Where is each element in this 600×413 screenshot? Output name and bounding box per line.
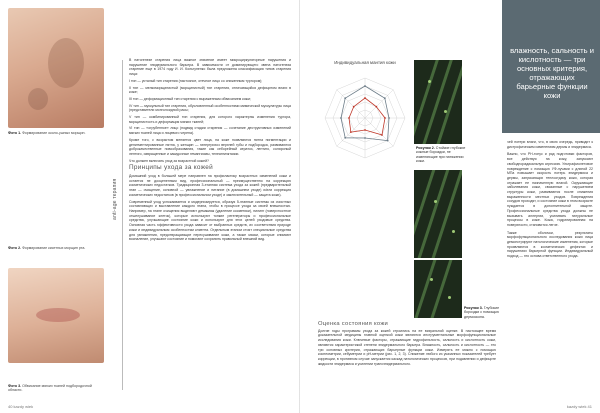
radar-series-2-point-2	[375, 106, 377, 108]
radar-series-1-point-3	[388, 117, 390, 119]
type-1: I тип — усталый тип старения (пастозное, отечное лицо со сниженным тургором);	[129, 78, 263, 83]
radar-series-2-point-4	[381, 134, 383, 136]
photo-mouth-wrinkles	[8, 268, 104, 363]
radar-series-1-point-1	[364, 85, 366, 87]
radar-series-1-point-6	[344, 137, 346, 139]
question-line: Что должен включать уход за возрастной кожей?	[129, 158, 209, 163]
radar-series-2-point-5	[364, 129, 366, 131]
skin-micrograph-3	[414, 260, 462, 318]
caption-photo-1: Фото 1. Формирование около-ушных морщин.	[8, 131, 86, 135]
folio-left: 40 kazdy wiek	[8, 404, 34, 409]
radar-svg	[318, 66, 412, 166]
pull-quote: влажность, сальность и кислотность — три основных критерия, отражающих барьерные функции кожи	[510, 46, 594, 100]
care-paragraph-1: Домашний уход в большей мере направлен на профилактику возрастных изменений кожи и остается не дооцененным вид, профессиональный — преимущественно на коррекцию косметических недостатков. Традиционная 3-этапная система ухода за кожей (предварительный этап — очищение, основной — увлажнение и питание (в домашнем уходе) и/или коррекция косметических недостатков (в профессиональном уходе) и заключительный — защита кожи).	[129, 174, 291, 197]
type-6: VI тип — «огрубенное» лицо (подвид стадии старения — сочетание деструктивных изменений мягких тканей лица и лицевого черепа).	[129, 126, 291, 136]
section-tab: anti-age терапия	[112, 178, 118, 220]
skin-micrograph-2	[414, 170, 462, 258]
type-5: V тип — комбинированный тип старения, для которого характерны изменения тургора, морщинистость и деформация мягких тканей;	[129, 115, 291, 124]
micro-caption-1: Рисунок 2. Стойкие глубокие кожные бороздки, не изменяющие при натяжении кожи.	[416, 146, 466, 164]
pull-quote-panel	[502, 0, 600, 133]
skin-micrograph-1	[414, 60, 462, 144]
radar-series-2-point-3	[384, 117, 386, 119]
column-divider	[122, 60, 123, 390]
radar-series-1-point-7	[340, 117, 342, 119]
type-2: II тип — мелкоморщинистый (морщинистый) тип старения, отличающийся дефицитом влаги в коже;	[129, 85, 291, 95]
type-4: IV тип — мускульный тип старения, обусловленный особенностями мимической мускулатуры лица (представители монголоидной расы;	[129, 103, 291, 113]
assessment-heading: Оценка состояния кожи	[318, 321, 389, 327]
right-paragraph-1: чей потери влаги, что, в свою очередь, приводит к дистрофическим изменениям дермы и эпидермиса.	[507, 140, 593, 149]
radar-series-1-point-8	[344, 97, 346, 99]
intro-paragraph: В патогенезе старения лица важное значение имеет микроциркуляторные нарушения и нарушение эпидермального барьера. В зависимости от доминирующего звена патогенеза старение еще в 1974 году И. И. Кольгуненко была предложена классификация типов старения лица:	[129, 58, 291, 77]
care-heading: Принципы ухода за кожей	[129, 164, 214, 172]
pigmentation-paragraph: Кроме того, с возрастом меняется цвет лица, на коже появляются пятна пигментации и депигментированные пятна, у женщин — гипертрихоз верхней губы и подбородка, развиваются доброкачественные новообразования, такие как себорейный кератоз, лентиго, соляроный лентиго, извращенные и закидочные гемангиомы, телеангиэктазии.	[129, 137, 291, 156]
radar-series-1-point-5	[364, 137, 366, 139]
radar-series-1-point-2	[384, 97, 386, 99]
right-paragraph-3: Также оболочки, результаты морфофункционального исследования кожи лица демонстрируют патологические изменения, которые проявляются в косметических дефектах и нарушениях барьерной функции. Индивидуальный подход — это основа ответственного ухода.	[507, 230, 593, 259]
chart-title: Индивидуальная мантия кожи	[334, 60, 396, 65]
assessment-section	[318, 322, 496, 366]
radar-series-2-point-6	[350, 131, 352, 133]
radar-series-1-point-4	[387, 140, 389, 142]
caption-photo-2: Фото 2. Формирование кисетных морщин рта.	[8, 246, 86, 250]
caption-photo-3: Фото 3. Обвисание мягких тканей подбородочной области.	[8, 384, 92, 393]
assessment-paragraph: Долгие годы программы ухода за кожей строились на ее визуальной оценке. В настоящее время доказательной медицины главной оценкой кожи являются инструментальные морфофункциональные исследования кожи. Ключевые факторы, отражающие гидрофильность, сальность и кислотность кожи, являются характеристикой степени эпидермального барьера. Влажность, сальность и кислотность — это три основных критерия, отражающих барьерные функции кожи. Измерять ее можно с помощью коснеометрии, себуметрии и pH-метрии (рис. 1, 2, 3). Снижение любого из указанных показателей требует коррекции, в противном случае запускается каскад патологических процессов, при подавлении и дефиците жидкости эпидермиса и усилении трансэпидермального.	[318, 328, 496, 366]
radar-chart	[318, 60, 412, 166]
micro-caption-2: Рисунок 3. Глубокие бороздки с помощью дермоскопа.	[464, 306, 500, 319]
photo-ear-wrinkles	[8, 8, 104, 128]
right-text-column	[507, 140, 593, 262]
care-paragraph-2: Современный уход успокаивается и модернизируется, образуя 5-этапные системы из очистных составляющих и выставление каждого этапа, чтобы в процессе ухода за своей внешностью. Например, на этапе очищения выделяют демакияж (удаление косметики), пилинг (поверхностное отшелушивание клеток), которые используют тонкие регенераторы и профессиональные средства, улучшающие состояние кожи и используют для этих целей уходовые средства. Основная часть эффективности ухода зависит от выбранных средств, их соответствия природе кожи и индивидуальным особенностям клиента. Отдельным этапом стоят специальные средства для увлажнения, предотвращающие пересушивание кожи, а также маски, которые снимают воспаление, улучшают состояние и помогают сохранить правильный внешний вид.	[129, 199, 291, 242]
left-text-column	[129, 58, 291, 244]
type-3: III тип — деформационный тип старения с выраженным обвисанием кожи;	[129, 96, 251, 101]
radar-series-2-point-8	[353, 106, 355, 108]
folio-right: kazdy wiek 41	[566, 404, 592, 409]
radar-series-2-point-1	[364, 97, 366, 99]
radar-series-2-point-7	[348, 117, 350, 119]
right-paragraph-2: Важно, что PH-тонус и ряд подготовки факторов, все действуя на кожу, запускают свободнорадикальную агрессию. Ультрафиолетовое повреждение с помощью УФ-лучами с длиной 22 МПа повышает скорость потерь эпидермиса и дермы, запускающих теплоотдачу кожи, которая отражает ее назначенную влагой. Окружающие заболевания кожи, связанные с нарушением структуры кожи, развиваются после снижения выраженности местных уходов. Повреждения сосудов проходят, и состояние кожи в этом возрасте нуждается в дополнительной защите. Профессиональные средства ухода должны не вызывать аллергии, усиливать натуральные процессы в коже. Кожа, гидратированная на поверхности, становится легче.	[507, 152, 593, 227]
